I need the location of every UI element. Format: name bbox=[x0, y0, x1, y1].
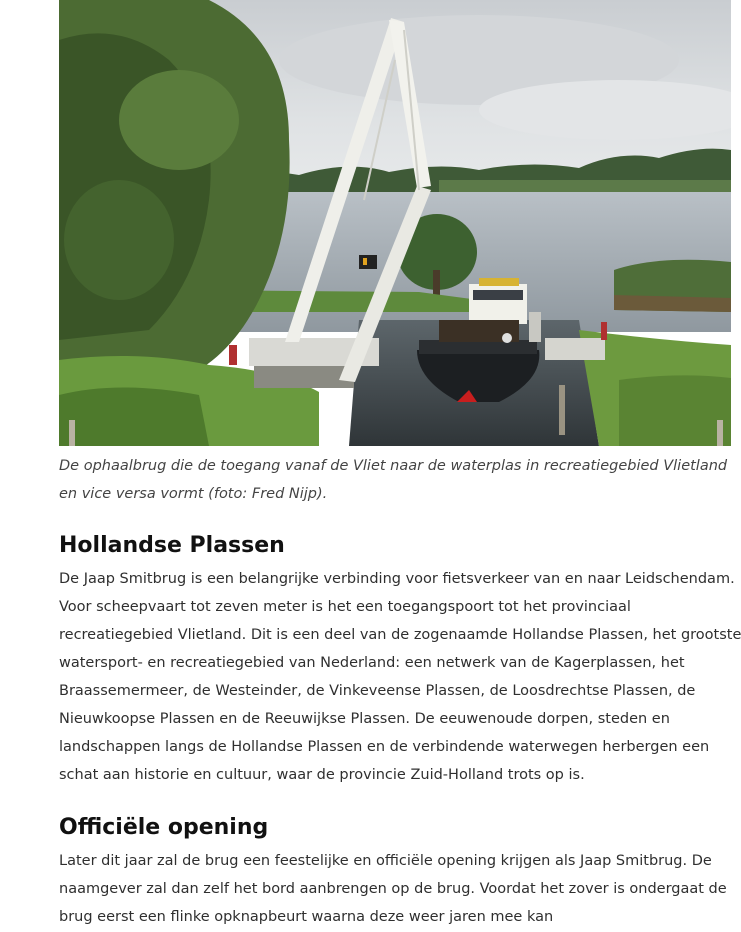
bridge-photo bbox=[59, 0, 731, 446]
section-body-hollandse-plassen: De Jaap Smitbrug is een belangrijke verbinding voor fietsverkeer van en naar Leidschendam. Voor scheepvaart tot zeven meter is het een toegangspoort tot het provinciaal recreatiegebied Vlietland. Dit is een deel van de zogenaamde Hollandse Plassen, het grootste watersport- en recreatiegebied van Nederland: een netwerk van de Kagerplassen, het Braassemermeer, de Westeinder, de Vinkeveense Plassen, de Loosdrechtse Plassen, de Nieuwkoopse Plassen en de Reeuwijkse Plassen. De eeuwenoude dorpen, steden en landschappen langs de Hollandse Plassen en de verbindende waterwegen herbergen een schat aan historie en cultuur, waar de provincie Zuid-Holland trots op is. bbox=[59, 571, 741, 783]
article bbox=[59, 0, 741, 931]
photo-caption: De ophaalbrug die de toegang vanaf de Vliet naar de waterplas in recreatiegebied Vlietland en vice versa vormt (foto: Fred Nijp). bbox=[59, 458, 728, 502]
section-heading-officiele-opening: Officiële opening bbox=[59, 815, 269, 840]
drawbridge-photo-illustration bbox=[59, 0, 731, 446]
section-body-officiele-opening: Later dit jaar zal de brug een feestelijke en officiële opening krijgen als Jaap Smitbrug. De naamgever zal dan zelf het bord aanbrengen op de brug. Voordat het zover is ondergaat de brug eerst een flinke opknapbeurt waarna deze weer jaren mee kan bbox=[59, 853, 727, 925]
section-heading-hollandse-plassen: Hollandse Plassen bbox=[59, 533, 285, 558]
